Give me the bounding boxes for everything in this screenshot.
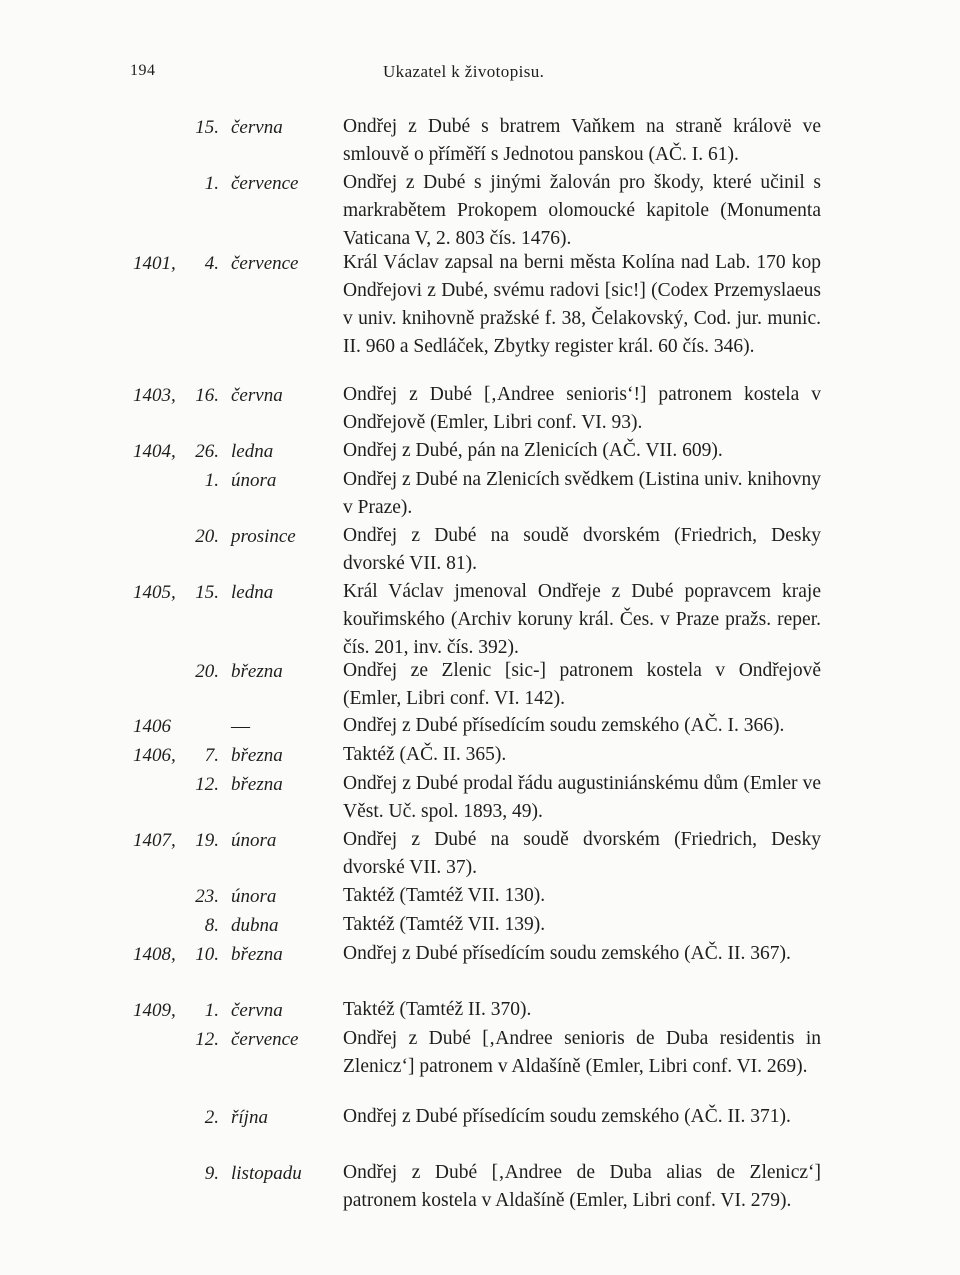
entry-day: 20.	[195, 526, 219, 547]
entry-text: Ondřej z Dubé [‚Andree senioris de Duba residentis in Zlenicz‘] patronem v Aldašíně (Emler, Libri conf. VI. 269).	[343, 1028, 821, 1077]
entry-text: Ondřej z Dubé [‚Andree de Duba alias de Zlenicz‘] patronem kostela v Aldašíně (Emler, Libri conf. VI. 279).	[343, 1162, 821, 1211]
entry-text: Ondřej z Dubé přísedícím soudu zemského (AČ. II. 371).	[343, 1106, 791, 1127]
entry-month: ledna	[231, 582, 274, 603]
entry-month: července	[231, 253, 299, 274]
entry-day: 7.	[204, 745, 219, 766]
entry-text: Král Václav jmenoval Ondřeje z Dubé popravcem kraje kouřimského (Archiv koruny král. Čes. v Praze pražs. reper. čís. 201, inv. čís. 392).	[343, 581, 821, 658]
entry-month: října	[231, 1107, 268, 1128]
entry-text: Ondřej z Dubé na soudě dvorském (Friedrich, Desky dvorské VII. 81).	[343, 525, 821, 574]
entry-text: Ondřej z Dubé na soudě dvorském (Friedrich, Desky dvorské VII. 37).	[343, 829, 821, 878]
entry-text: Ondřej z Dubé [‚Andree senioris‘!] patronem kostela v Ondřejově (Emler, Libri conf. VI. 93).	[343, 384, 821, 433]
entry-day: 1.	[204, 470, 219, 491]
entry-year: 1405,	[133, 582, 176, 603]
entry-year: 1404,	[133, 441, 176, 462]
entry-day: 16.	[195, 385, 219, 406]
entry-text: Ondřej z Dubé prodal řádu augustiniánskému dům (Emler ve Věst. Uč. spol. 1893, 49).	[343, 773, 821, 822]
entry-month: června	[231, 1000, 283, 1021]
running-head: Ukazatel k životopisu.	[383, 62, 545, 81]
entry-month: února	[231, 470, 277, 491]
entry-day: 12.	[195, 774, 219, 795]
entry-day: 20.	[195, 661, 219, 682]
entry-day: 2.	[204, 1107, 219, 1128]
entry-day: 10.	[195, 944, 219, 965]
entry-month: dubna	[231, 915, 279, 936]
entry-text: Taktéž (Tamtéž VII. 139).	[343, 914, 546, 935]
entry-text: Král Václav zapsal na berni města Kolína nad Lab. 170 kop Ondřejovi z Dubé, svému radovi [sic!] (Codex Przemyslaeus v univ. knihovně pražské f. 38, Čelakovský, Cod. jur. munic. II. 960 a Sedláček, Zbytky register král. 60 čís. 346).	[343, 252, 821, 357]
entry-text: Ondřej z Dubé na Zlenicích svědkem (Listina univ. knihovny v Praze).	[343, 469, 821, 518]
entry-year: 1409,	[133, 1000, 176, 1021]
entry-month: března	[231, 661, 283, 682]
entry-text: Ondřej z Dubé s bratrem Vaňkem na straně královë ve smlouvě o příměří s Jednotou panskou (AČ. I. 61).	[343, 116, 821, 165]
entry-year: 1403,	[133, 385, 176, 406]
entry-month: února	[231, 886, 277, 907]
entry-year: 1401,	[133, 253, 176, 274]
entry-text: Ondřej ze Zlenic [sic-] patronem kostela v Ondřejově (Emler, Libri conf. VI. 142).	[343, 660, 821, 709]
entry-month: června	[231, 385, 283, 406]
entry-text: Taktéž (AČ. II. 365).	[343, 744, 507, 765]
entry-month: června	[231, 117, 283, 138]
page-number: 194	[130, 62, 156, 79]
entry-month: —	[231, 716, 250, 737]
entry-month: března	[231, 944, 283, 965]
entry-day: 4.	[204, 253, 219, 274]
entry-day: 15.	[195, 117, 219, 138]
entry-day: 26.	[195, 441, 219, 462]
entry-text: Taktéž (Tamtéž II. 370).	[343, 999, 532, 1020]
entry-day: 1.	[204, 173, 219, 194]
entry-text: Ondřej z Dubé přísedícím soudu zemského (AČ. II. 367).	[343, 943, 791, 964]
entry-day: 12.	[195, 1029, 219, 1050]
entry-text: Ondřej z Dubé, pán na Zlenicích (AČ. VII. 609).	[343, 440, 723, 461]
entry-year: 1406	[133, 716, 171, 737]
entry-text: Ondřej z Dubé s jinými žalován pro škody, které učinil s markrabětem Prokopem olomoucké kapitole (Monumenta Vaticana V, 2. 803 čís. 1476).	[343, 172, 821, 249]
entry-month: února	[231, 830, 277, 851]
entry-text: Taktéž (Tamtéž VII. 130).	[343, 885, 546, 906]
entry-month: července	[231, 1029, 299, 1050]
entry-day: 8.	[204, 915, 219, 936]
entry-day: 19.	[195, 830, 219, 851]
entry-year: 1407,	[133, 830, 176, 851]
entry-month: března	[231, 745, 283, 766]
entry-month: března	[231, 774, 283, 795]
entry-day: 1.	[204, 1000, 219, 1021]
entry-year: 1406,	[133, 745, 176, 766]
entry-day: 23.	[195, 886, 219, 907]
entry-month: července	[231, 173, 299, 194]
entry-month: ledna	[231, 441, 274, 462]
entry-month: prosince	[231, 526, 296, 547]
entry-day: 15.	[195, 582, 219, 603]
entry-text: Ondřej z Dubé přísedícím soudu zemského (AČ. I. 366).	[343, 715, 785, 736]
entry-month: listopadu	[231, 1163, 302, 1184]
entry-year: 1408,	[133, 944, 176, 965]
entry-day: 9.	[204, 1163, 219, 1184]
